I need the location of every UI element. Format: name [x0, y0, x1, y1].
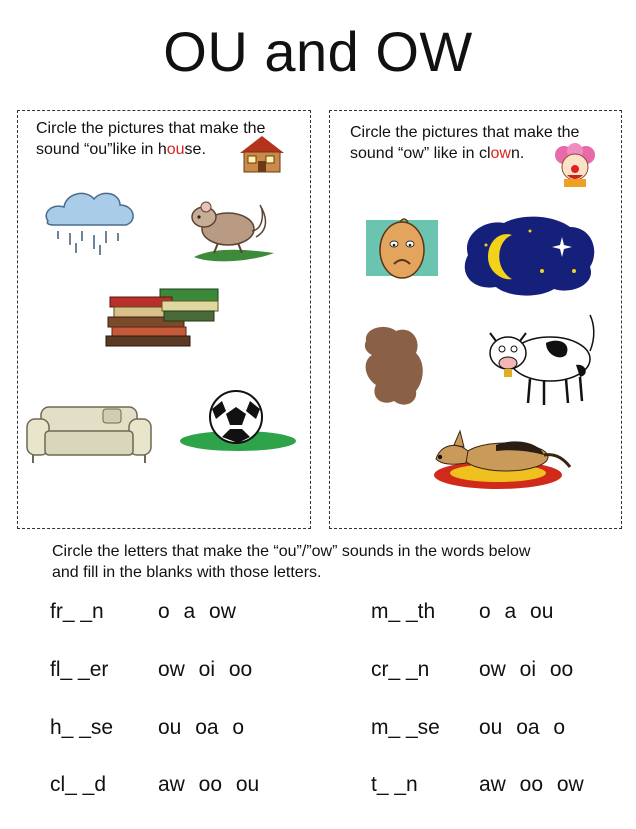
- letter-options[interactable]: ou oa o: [158, 716, 245, 739]
- letter-options[interactable]: aw oo ow: [479, 773, 584, 796]
- rain-cloud-picture[interactable]: [40, 183, 140, 258]
- ou-instruction-line2: sound “ou”like in house.: [36, 141, 206, 158]
- letter-options[interactable]: o a ou: [479, 600, 554, 623]
- exercise-word[interactable]: cr_ _n: [371, 658, 430, 681]
- exercise-word[interactable]: m_ _se: [371, 716, 440, 739]
- letter-options[interactable]: ow oi oo: [158, 658, 253, 681]
- letter-options[interactable]: ow oi oo: [479, 658, 574, 681]
- fill-in-instruction-line1: Circle the letters that make the “ou”/”ow” sounds in the words below: [52, 543, 531, 560]
- dog-on-rug-picture[interactable]: [426, 411, 576, 495]
- ou-instruction-line1: Circle the pictures that make the: [36, 120, 266, 137]
- cow-picture[interactable]: [486, 307, 598, 411]
- exercise-word[interactable]: fr_ _n: [50, 600, 104, 623]
- letter-options[interactable]: ou oa o: [479, 716, 566, 739]
- clown-icon[interactable]: [550, 139, 600, 189]
- fill-in-instruction-line2: and fill in the blanks with those letters.: [52, 564, 322, 581]
- page-title: OU and OW: [163, 20, 473, 83]
- ow-picture-panel: [329, 110, 622, 529]
- moon-night-picture[interactable]: [458, 211, 600, 299]
- ow-instruction-line2: sound “ow” like in clown.: [350, 145, 525, 162]
- soccer-ball-picture[interactable]: [178, 389, 300, 455]
- mud-picture[interactable]: [360, 321, 430, 411]
- frown-face-picture[interactable]: [366, 214, 438, 282]
- letter-options[interactable]: o a ow: [158, 600, 236, 623]
- fill-in-instructions: [52, 541, 612, 583]
- exercise-word[interactable]: m_ _th: [371, 600, 436, 623]
- house-icon[interactable]: [236, 133, 286, 175]
- ow-panel-instructions: [350, 122, 579, 164]
- ou-panel-instructions: [36, 118, 265, 160]
- couch-picture[interactable]: [23, 401, 153, 471]
- ou-picture-panel: [17, 110, 311, 529]
- mouse-picture[interactable]: [184, 191, 279, 266]
- books-picture[interactable]: [102, 283, 222, 355]
- exercise-word[interactable]: fl_ _er: [50, 658, 109, 681]
- ow-instruction-line1: Circle the pictures that make the: [350, 124, 580, 141]
- letter-options[interactable]: aw oo ou: [158, 773, 260, 796]
- exercise-word[interactable]: cl_ _d: [50, 773, 107, 796]
- exercise-word[interactable]: t_ _n: [371, 773, 418, 796]
- exercise-word[interactable]: h_ _se: [50, 716, 114, 739]
